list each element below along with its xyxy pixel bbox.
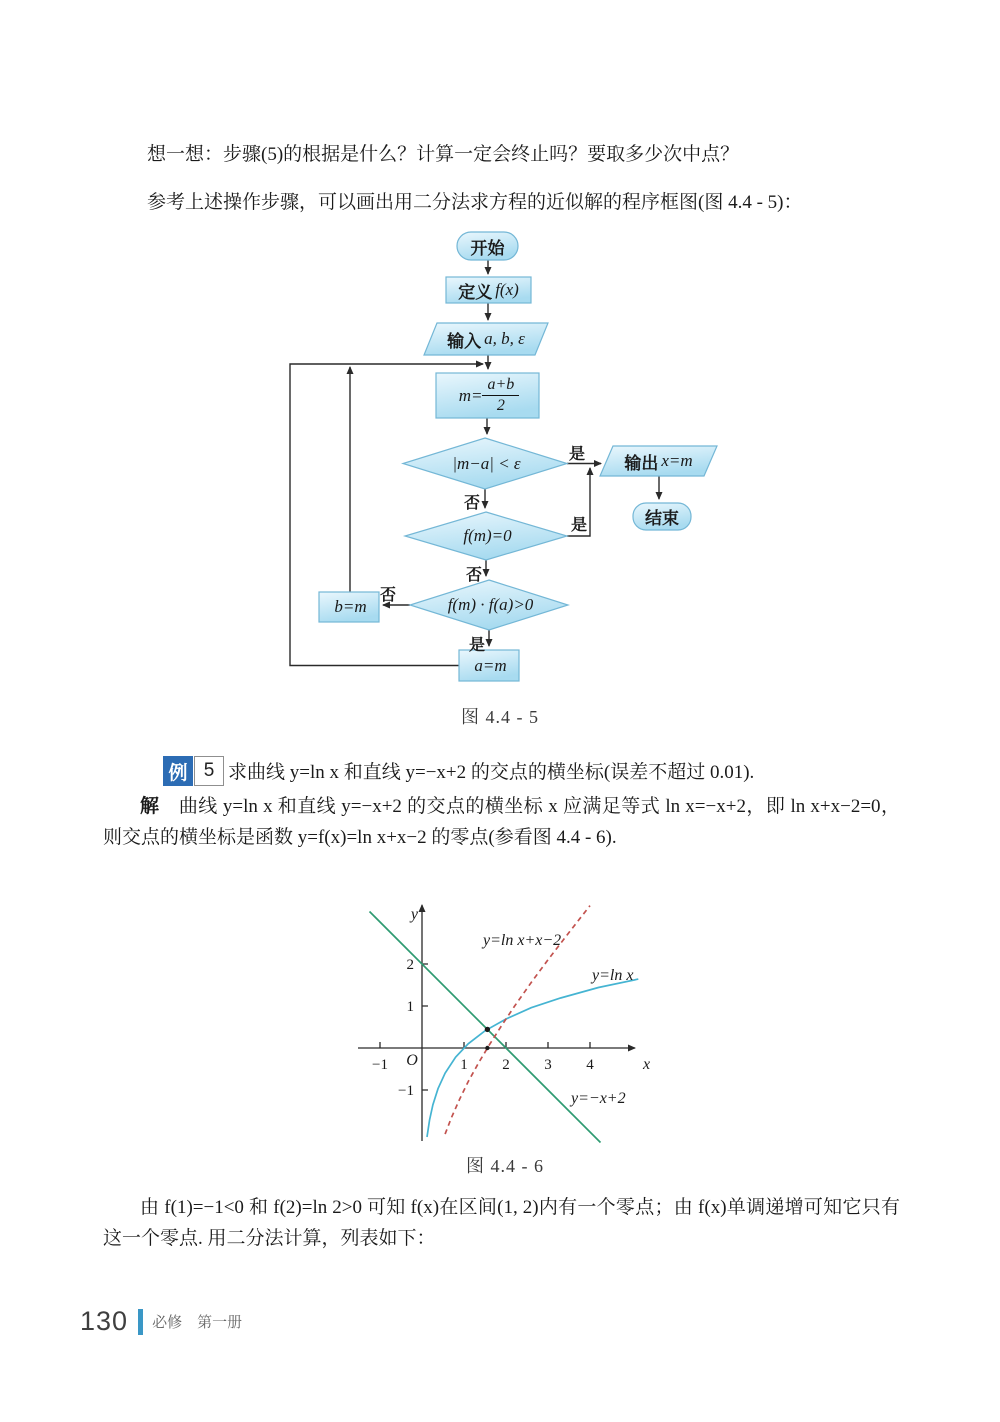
label-series-sum: y=ln x+x−2 <box>483 932 562 949</box>
node-cond-fm-zero <box>405 512 567 560</box>
cond-product-text: f(m) · f(a)>0 <box>447 595 534 614</box>
x-axis-label: x <box>643 1056 651 1073</box>
y-tick-neg1: −1 <box>398 1083 414 1099</box>
page-number: 130 <box>80 1306 129 1336</box>
intersection-point <box>485 1027 490 1032</box>
x-tick-2: 2 <box>502 1057 510 1073</box>
paragraph-intro: 参考上述操作步骤，可以画出用二分法求方程的近似解的程序框图(图 4.4 - 5)： <box>147 192 803 213</box>
branch-yes-1: 是 <box>569 446 586 463</box>
branch-no-3: 否 <box>380 587 397 604</box>
node-input <box>424 323 548 355</box>
page-footer <box>80 1306 242 1337</box>
paragraph-after-figure: 由 f(1)=−1<0 和 f(2)=ln 2>0 可知 f(x)在区间(1, 2)内有一个零点；由 f(x)单调递增可知它只有这一个零点. 用二分法计算，列表如下： <box>103 1197 900 1249</box>
node-midpoint-lhs: m= <box>458 385 483 405</box>
branch-yes-3: 是 <box>469 637 486 654</box>
node-output-math: x=m <box>661 451 693 470</box>
fraction-denominator: 2 <box>482 395 519 415</box>
cond-fm-zero-text: f(m)=0 <box>463 526 512 545</box>
branch-yes-2: 是 <box>571 517 588 534</box>
zero-point <box>485 1046 489 1050</box>
x-tick-1: 1 <box>460 1057 468 1073</box>
figure-caption-4-4-5: 图 4.4 - 5 <box>461 707 539 727</box>
example-text: 求曲线 y=ln x 和直线 y=−x+2 的交点的横坐标(误差不超过 0.01). <box>228 762 755 783</box>
node-define-cn: 定义 <box>458 282 493 302</box>
node-set-b <box>319 592 379 622</box>
node-input-math: a, b, ε <box>484 329 525 348</box>
cond-epsilon-text: |m−a| < ε <box>452 453 521 473</box>
branch-no-2: 否 <box>466 567 483 584</box>
node-set-a <box>459 650 519 681</box>
solution-label: 解 <box>140 796 160 817</box>
x-tick-neg1: −1 <box>372 1057 388 1073</box>
y-axis-label: y <box>410 906 418 923</box>
node-output-cn: 输出 <box>624 453 659 473</box>
node-define-math: f(x) <box>495 280 519 299</box>
example-badge: 例 <box>163 756 193 786</box>
fraction-numerator: a+b <box>487 376 515 393</box>
origin-label: O <box>406 1052 418 1069</box>
flowchart-bisection <box>270 226 730 696</box>
set-b-text: b=m <box>334 597 367 616</box>
node-cond-product <box>410 580 568 630</box>
node-output <box>600 446 717 476</box>
node-end <box>633 503 691 530</box>
node-start <box>457 232 518 260</box>
solution-text: 曲线 y=ln x 和直线 y=−x+2 的交点的横坐标 x 应满足等式 ln x=−x+2，即 ln x+x−2=0，则交点的横坐标是函数 y=f(x)=ln x+x−2 的零点(参看图 4.4 - 6). <box>103 796 900 848</box>
node-end-label: 结束 <box>645 509 679 528</box>
paragraph-think: 想一想：步骤(5)的根据是什么？计算一定会终止吗？要取多少次中点？ <box>147 144 740 165</box>
curve-ln-x <box>427 979 638 1137</box>
node-cond-epsilon <box>403 438 567 489</box>
x-tick-4: 4 <box>586 1057 594 1073</box>
y-tick-2: 2 <box>406 957 414 973</box>
node-input-cn: 输入 <box>447 331 482 351</box>
branch-no-1: 否 <box>464 495 481 512</box>
x-tick-3: 3 <box>544 1057 552 1073</box>
node-midpoint <box>436 373 539 418</box>
label-series-ln: y=ln x <box>592 967 634 984</box>
node-start-label: 开始 <box>470 238 505 258</box>
solution-paragraph <box>103 791 900 853</box>
graph-canvas <box>350 893 660 1146</box>
y-tick-1: 1 <box>406 999 414 1015</box>
set-a-text: a=m <box>474 655 507 675</box>
label-series-line: y=−x+2 <box>571 1090 626 1107</box>
figure-caption-4-4-6: 图 4.4 - 6 <box>466 1156 544 1176</box>
node-midpoint-fraction <box>482 376 519 415</box>
example-number: 5 <box>194 756 224 786</box>
figure-graph <box>350 893 660 1146</box>
footer-book-title: 必修 第一册 <box>152 1314 243 1331</box>
node-define <box>446 277 531 303</box>
footer-divider-bar <box>138 1309 143 1335</box>
